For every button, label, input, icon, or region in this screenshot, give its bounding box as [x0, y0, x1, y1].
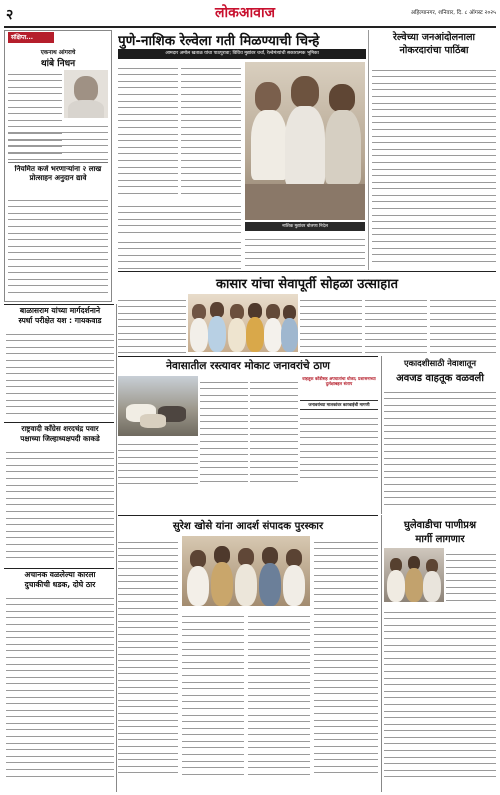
youth-story-body: [6, 446, 114, 566]
top-story-photo-caption: नाशिक मुद्यांवर बोलणा निदेल: [245, 222, 365, 231]
award-photo: [182, 536, 310, 606]
sidebar-story1-headline: थांबे निधन: [40, 59, 76, 69]
banner-story-body-left: [118, 294, 186, 354]
newasa-subhead: वाहतूक कोंडीसह अपघातांचा धोका; प्रशासनाच्या दुर्लक्षाबद्दल संताप: [302, 376, 376, 387]
guidance-headline-line1: बाळासराम यांच्या मार्गदर्शनाने: [19, 306, 101, 315]
traffic-story-body: [384, 386, 496, 512]
traffic-headline-line2: अवजड वाहतूक वळवली: [396, 373, 484, 384]
sidebar-story1-body-cont: [8, 120, 108, 160]
guidance-headline-line2: स्पर्धा परीक्षेत यश : गायकवाड: [18, 316, 102, 325]
newasa-col1: [200, 376, 248, 484]
water-col-beside-photo: [446, 548, 496, 602]
traffic-headline-line1: एकादशीसाठी नेवाशातून: [403, 358, 477, 368]
banner-story-body-far: [430, 294, 496, 354]
water-headline-line2: मार्गी लागणार: [415, 534, 465, 545]
sidebar-story2-body: [8, 194, 108, 298]
banner-story-photo: [188, 294, 298, 352]
sidebar-story1-kicker: एकनाथ आंगराचे: [40, 50, 76, 56]
top-story-photo: [245, 62, 365, 220]
youth-headline-line1: राष्ट्रवादी काँग्रेस शरदचंद्र पवार: [21, 424, 99, 433]
award-headline: सुरेश खोसे यांना आदर्श संपादक पुरस्कार: [172, 521, 324, 532]
masthead-logo: लोकआवाज: [215, 5, 275, 21]
page-number: २: [6, 7, 14, 23]
banner-story-headline: कासार यांचा सेवापूर्ती सोहळा उत्साहात: [216, 277, 398, 292]
sidebar-story2-headline: नियमित कर्ज भरणाऱ्यांना २ लाख प्रोत्साहन अनुदान द्यावे: [14, 165, 102, 182]
top-story-bottom: [245, 233, 365, 269]
water-story-body: [384, 606, 496, 790]
newasa-col0: [118, 438, 198, 484]
banner-story-body-mid: [300, 294, 362, 354]
guidance-story-body: [6, 328, 114, 420]
award-col4: [314, 536, 378, 790]
newasa-photo: [118, 376, 198, 436]
top-story-subhead: आमदार अमोल खताळ यांचा पाठपुरावा; विविध मुद्यांवर चर्चा, रेल्वेमंत्र्यांची सकारात्मक भूमिका: [118, 49, 366, 59]
top-story-col2: [181, 62, 241, 198]
masthead-rule: [4, 26, 496, 28]
award-col1: [118, 536, 178, 790]
youth-headline-line2: पक्षाच्या जिल्हाध्यक्षपदी काकडे: [20, 434, 100, 443]
top-story-bottom-left: [118, 236, 241, 269]
newasa-headline: नेवासातील रस्त्यावर मोकाट जनावरांचे ठाण: [166, 360, 330, 372]
dateline: अहिल्यानगर, शनिवार, दि. ८ ऑगस्ट २०२५: [410, 10, 496, 16]
water-headline-line1: घुलेवाडीचा पाणीप्रश्न: [403, 520, 477, 531]
accident-story-body: [6, 592, 114, 790]
right-story-headline: रेल्वेच्या जनआंदोलनाला नोकरदारांचा पाठिंबा: [393, 32, 475, 56]
newasa-pullquote: जनावरांच्या मालकांवर कारवाईची मागणी: [300, 400, 378, 410]
banner-story-body-right: [365, 294, 427, 354]
award-col3: [248, 610, 310, 790]
accident-headline-line2: दुचाकीची धडक, दोघे ठार: [24, 580, 96, 589]
obituary-photo: [64, 70, 108, 118]
award-col2: [182, 610, 244, 790]
accident-headline-line1: अचानक वळलेल्या कारला: [24, 570, 96, 579]
right-story-body: [372, 64, 496, 269]
top-story-col3: [118, 200, 241, 234]
newasa-col3: [300, 412, 378, 484]
sidebar-section-label: संक्षिप्त...: [8, 32, 54, 43]
top-story-headline: पुणे-नाशिक रेल्वेला गती मिळण्याची चिन्हे: [118, 33, 320, 49]
water-photo: [384, 548, 444, 602]
newasa-col2: [250, 376, 298, 484]
top-story-col1: [118, 62, 178, 198]
